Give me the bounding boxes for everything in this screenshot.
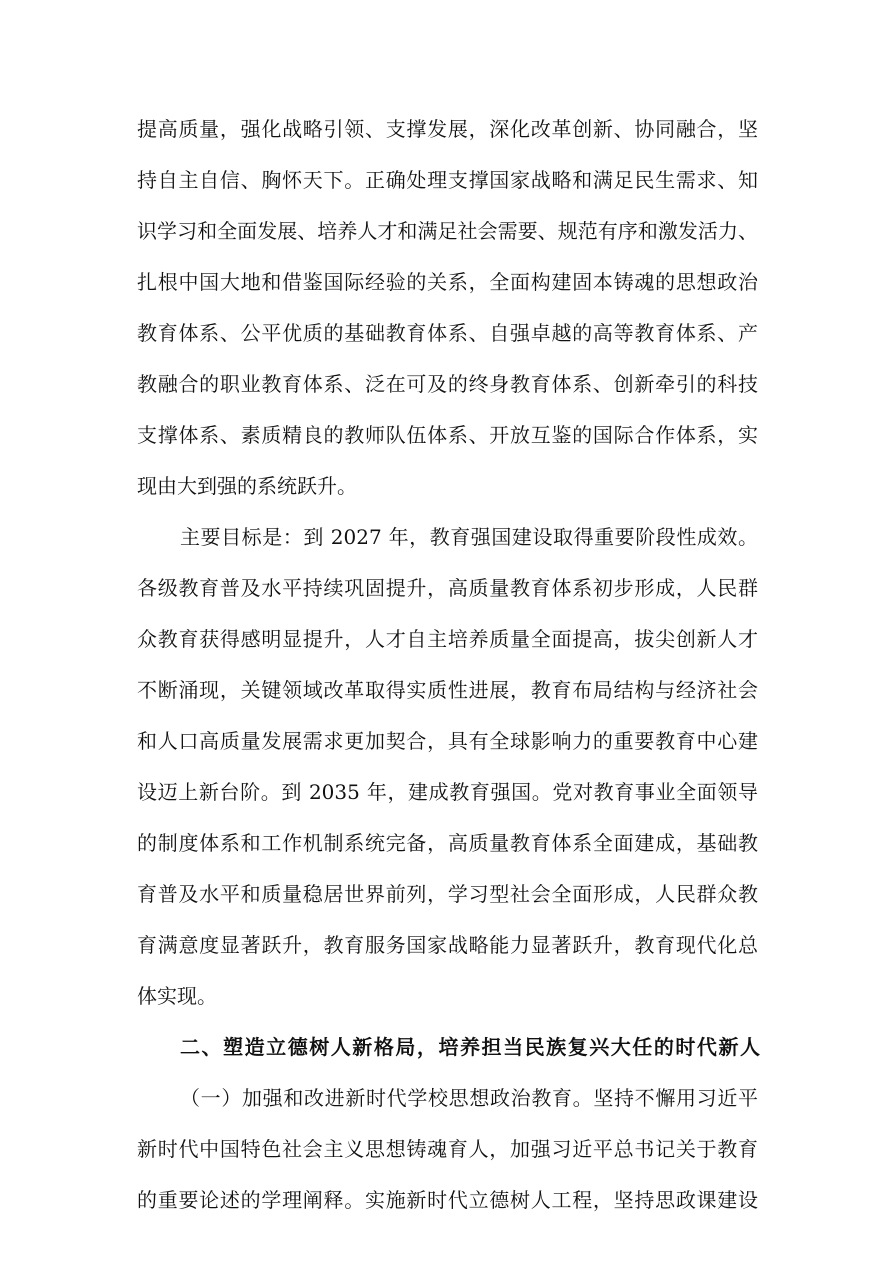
paragraph-2-line-2: 各级教育普及水平持续巩固提升，高质量教育体系初步形成，人民群 bbox=[137, 576, 758, 600]
paragraph-1-line-8: 现由大到强的系统跃升。 bbox=[137, 474, 357, 498]
paragraph-1-line-7: 支撑体系、素质精良的教师队伍体系、开放互鉴的国际合作体系，实 bbox=[137, 423, 758, 447]
paragraph-1-line-3: 识学习和全面发展、培养人才和满足社会需要、规范有序和激发活力、 bbox=[137, 219, 758, 243]
paragraph-2-line-9: 育满意度显著跃升，教育服务国家战略能力显著跃升，教育现代化总 bbox=[137, 933, 758, 957]
paragraph-2-line-8: 育普及水平和质量稳居世界前列，学习型社会全面形成，人民群众教 bbox=[137, 882, 758, 906]
paragraph-2-line-7: 的制度体系和工作机制系统完备，高质量教育体系全面建成，基础教 bbox=[137, 831, 758, 855]
paragraph-1-line-5: 教育体系、公平优质的基础教育体系、自强卓越的高等教育体系、产 bbox=[137, 321, 758, 345]
paragraph-2-line-1: 主要目标是：到 2027 年，教育强国建设取得重要阶段性成效。 bbox=[180, 525, 758, 549]
paragraph-2-line-5: 和人口高质量发展需求更加契合，具有全球影响力的重要教育中心建 bbox=[137, 729, 758, 753]
paragraph-1-line-1: 提高质量，强化战略引领、支撑发展，深化改革创新、协同融合，坚 bbox=[137, 117, 758, 141]
paragraph-3-line-2: 新时代中国特色社会主义思想铸魂育人，加强习近平总书记关于教育 bbox=[137, 1137, 758, 1161]
paragraph-2-line-6: 设迈上新台阶。到 2035 年，建成教育强国。党对教育事业全面领导 bbox=[137, 780, 758, 804]
paragraph-1-line-6: 教融合的职业教育体系、泛在可及的终身教育体系、创新牵引的科技 bbox=[137, 372, 758, 396]
paragraph-1-line-4: 扎根中国大地和借鉴国际经验的关系，全面构建固本铸魂的思想政治 bbox=[137, 270, 758, 294]
paragraph-2-line-3: 众教育获得感明显提升，人才自主培养质量全面提高，拔尖创新人才 bbox=[137, 627, 758, 651]
paragraph-1-line-2: 持自主自信、胸怀天下。正确处理支撑国家战略和满足民生需求、知 bbox=[137, 168, 758, 192]
paragraph-2-line-10: 体实现。 bbox=[137, 984, 217, 1008]
section-heading: 二、塑造立德树人新格局，培养担当民族复兴大任的时代新人 bbox=[180, 1035, 760, 1059]
paragraph-3-line-1: （一）加强和改进新时代学校思想政治教育。坚持不懈用习近平 bbox=[180, 1086, 758, 1110]
paragraph-2-line-4: 不断涌现，关键领域改革取得实质性进展，教育布局结构与经济社会 bbox=[137, 678, 758, 702]
paragraph-3-line-3: 的重要论述的学理阐释。实施新时代立德树人工程，坚持思政课建设 bbox=[137, 1188, 758, 1212]
